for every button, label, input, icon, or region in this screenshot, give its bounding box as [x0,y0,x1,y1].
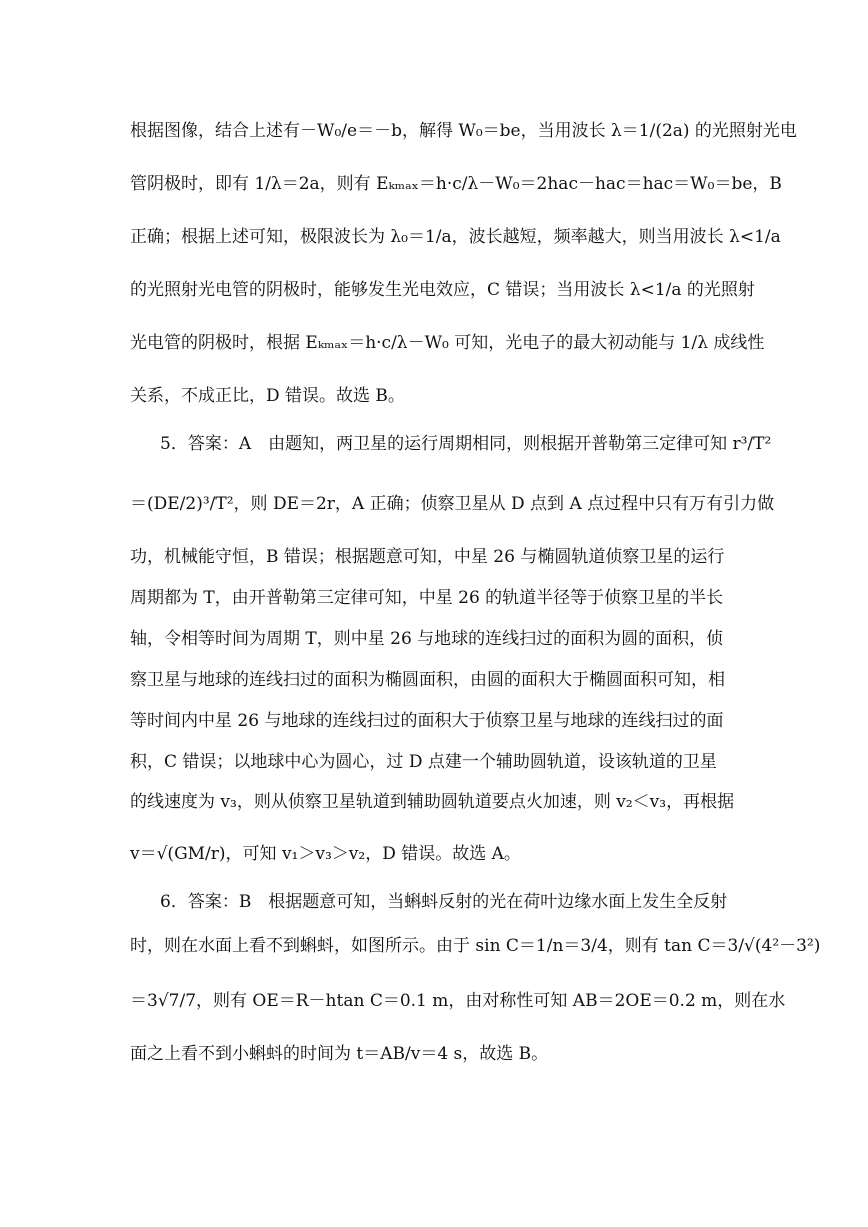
text-line: 关系，不成正比，D 错误。故选 B。 [130,385,405,406]
text-line: 正确；根据上述可知，极限波长为 λ₀＝1/a，波长越短，频率越大，则当用波长 λ<1/a [130,226,781,247]
text-line: 管阴极时，即有 1/λ＝2a，则有 Eₖₘₐₓ＝h·c/λ－W₀＝2hac－hac＝hac＝W₀＝be，B [130,173,782,194]
text-line: 的线速度为 v₃，则从侦察卫星轨道到辅助圆轨道要点火加速，则 v₂＜v₃，再根据 [130,791,735,812]
text-line: v＝√(GM/r)，可知 v₁＞v₃＞v₂，D 错误。故选 A。 [130,843,521,864]
text-line: 时，则在水面上看不到蝌蚪，如图所示。由于 sin C＝1/n＝3/4，则有 tan C＝3/√(4²－3²) [130,935,821,956]
text-line: ＝(DE/2)³/T²，则 DE＝2r，A 正确；侦察卫星从 D 点到 A 点过程中只有万有引力做 [130,493,775,514]
text-line: 6．答案：B 根据题意可知，当蝌蚪反射的光在荷叶边缘水面上发生全反射 [160,891,728,912]
text-line: 面之上看不到小蝌蚪的时间为 t＝AB/v＝4 s，故选 B。 [130,1043,549,1064]
text-line: 5．答案：A 由题知，两卫星的运行周期相同，则根据开普勒第三定律可知 r³/T² [160,433,772,454]
text-line: ＝3√7/7，则有 OE＝R－htan C＝0.1 m，由对称性可知 AB＝2OE＝0.2 m，则在水 [130,990,786,1011]
text-line: 功，机械能守恒，B 错误；根据题意可知，中星 26 与椭圆轨道侦察卫星的运行 [130,546,725,567]
text-line: 轴，令相等时间为周期 T，则中星 26 与地球的连线扫过的面积为圆的面积，侦 [130,628,724,649]
text-line: 周期都为 T，由开普勒第三定律可知，中星 26 的轨道半径等于侦察卫星的半长 [130,587,724,608]
text-line: 根据图像，结合上述有－W₀/e＝－b，解得 W₀＝be，当用波长 λ＝1/(2a) 的光照射光电 [130,120,797,141]
text-line: 察卫星与地球的连线扫过的面积为椭圆面积，由圆的面积大于椭圆面积可知，相 [130,669,725,690]
text-line: 等时间内中星 26 与地球的连线扫过的面积大于侦察卫星与地球的连线扫过的面 [130,710,724,731]
text-line: 光电管的阴极时，根据 Eₖₘₐₓ＝h·c/λ－W₀ 可知，光电子的最大初动能与 1/λ 成线性 [130,332,765,353]
text-line: 积，C 错误；以地球中心为圆心，过 D 点建一个辅助圆轨道，设该轨道的卫星 [130,751,717,772]
text-line: 的光照射光电管的阴极时，能够发生光电效应，C 错误；当用波长 λ<1/a 的光照射 [130,279,755,300]
